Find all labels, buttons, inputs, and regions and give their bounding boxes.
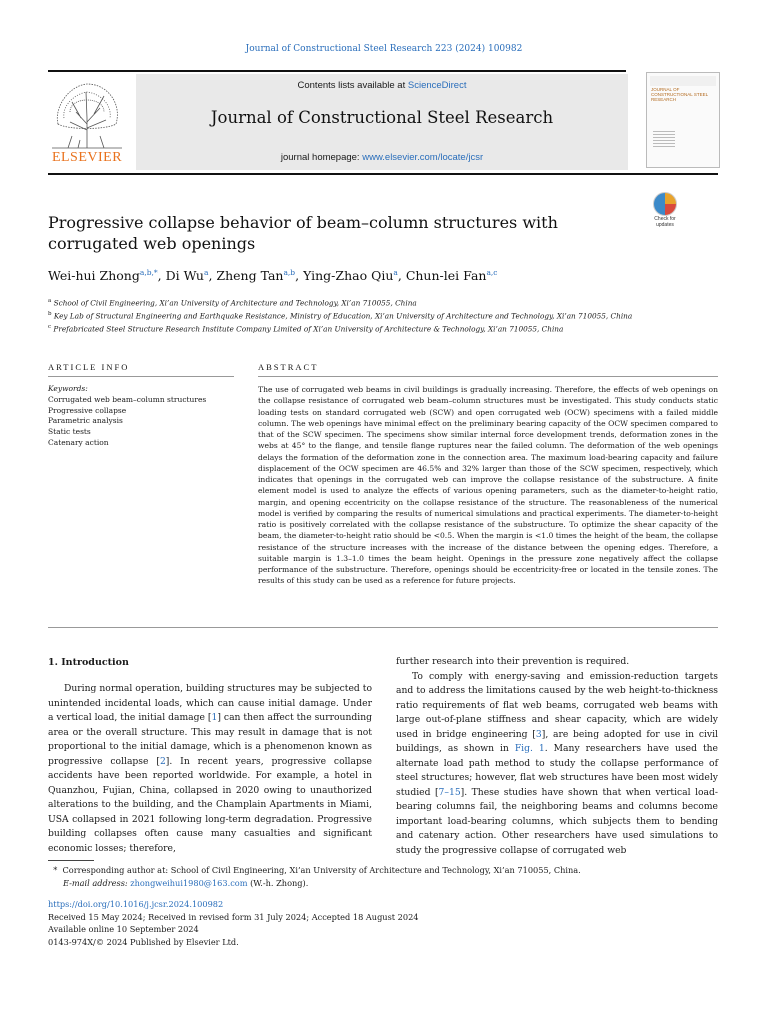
abstract-bottom-rule [48,627,718,628]
running-head[interactable]: Journal of Constructional Steel Research 223 (2024) 100982 [245,44,523,54]
corresponding-line [48,864,708,877]
author-marks[interactable]: a,c [486,268,498,277]
abstract-rule [258,376,718,377]
homepage-prefix: journal homepage: [280,152,363,163]
author-name[interactable]: Zheng Tan [216,268,284,284]
doi-link[interactable]: https://doi.org/10.1016/j.jcsr.2024.100982 [48,899,224,909]
cover-title: JOURNAL OF CONSTRUCTIONAL STEEL RESEARCH [651,87,708,102]
keyword-item[interactable]: Progressive collapse [48,405,127,415]
author-name[interactable]: Wei-hui Zhong [48,268,140,284]
affiliation-mark: a [48,298,52,304]
affiliation-mark: b [48,310,52,317]
affiliation-item [48,322,708,335]
header-bottom-rule [48,173,718,175]
homepage-link[interactable]: www.elsevier.com/locate/jcsr [362,152,484,163]
affiliation-mark: c [48,323,52,330]
email-link[interactable]: zhongweihui1980@163.com [130,878,248,888]
intro-right-column [396,655,718,858]
article-title: Progressive collapse behavior of beam–column structures with corrugated web openings [48,213,558,253]
keywords-label: Keywords: [48,384,88,393]
available-online: Available online 10 September 2024 [48,924,199,934]
publication-info [48,898,708,948]
corresponding-text: Corresponding author at: School of Civil Engineering, Xi’an University of Architecture and Technology, Xi’an 710055, China. [62,865,581,875]
intro-paragraph [48,682,372,856]
cover-banner [650,76,716,86]
author-marks[interactable]: a,b,* [139,268,158,277]
text-run: ], are being adopted for use in civil buildings, as shown in [396,728,718,754]
crossmark-icon [653,192,677,216]
journal-homepage [136,152,628,163]
journal-title: Journal of Constructional Steel Research [210,108,554,127]
intro-left-column [48,682,372,856]
elsevier-wordmark: ELSEVIER [51,150,123,165]
contents-prefix: Contents lists available at [297,80,408,91]
cover-editor-lines [653,131,675,147]
author-list: Wei-hui Zhong$^{a,b,*}$, Di Wu$^a$, Zheng Tan$^{a,b}$, Ying-Zhao Qiu$^a$, Chun-lei Fan$^{a,c}$ [48,268,498,284]
email-line [48,877,708,890]
author-marks[interactable]: a [393,268,398,277]
reference-link[interactable]: 1 [211,712,218,723]
author-name[interactable]: Di Wu [165,268,204,284]
figure-link[interactable]: Fig. 1 [514,743,545,754]
footnote-rule [48,860,94,861]
affiliation-text: School of Civil Engineering, Xi’an University of Architecture and Technology, Xi’an 710055, China [53,298,417,308]
reference-link[interactable]: 2 [159,755,166,767]
author-name[interactable]: Ying-Zhao Qiu [303,268,394,284]
keyword-item[interactable]: Corrugated web beam–column structures [48,394,207,404]
text-run: ] can then affect the surrounding area or the overall structure. This may result in damage that is not proportional to the initial damage, which is a phenomenon known as progressive collapse [ [48,712,372,767]
article-info-rule [48,376,234,377]
keyword-item[interactable]: Static tests [48,427,91,437]
affiliation-text: Prefabricated Steel Structure Research Institute Company Limited of Xi’an University of Architecture & Technology, Xi’an 710055, China [53,324,564,334]
email-suffix: (W.-h. Zhong). [247,878,309,888]
article-info-heading: ARTICLE INFO [48,362,130,372]
text-run: ]. In recent years, progressive collapse accidents have been reported worldwide. For example, a hotel in Quanzhou, Fujian, China, collapsed in 2020 owing to unauthorized alterations to the building, and the Champlain Apartments in Miami, USA collapsed in 2021 following long-term degradation. Progressive building collapses often cause many casualties and significant economic losses; therefore, [48,755,372,854]
footnote-mark: * [53,865,58,875]
abstract-text: The use of corrugated web beams in civil buildings is gradually increasing. Therefore, the effects of web openings on the collapse resistance of corrugated web beam–column structures must be investigated. This study conducts static loading tests on standard corrugated web (SCW) and open corrugated web (OCW) specimens with a failed middle column. The web openings have minimal effect on the preliminary bearing capacity of the OCW specimen compared to that of the SCW specimen. The specimens show similar internal force development trends, deformation zones in the webs at 45° to the flange, and tensile flange ruptures near the failed column. The deformation of the web openings delays the formation of the deformation zone in the connection area. The maximum load-bearing capacity and failure displacement of the OCW specimen are 46.5% and 32% larger than those of the SCW specimen, respectively, which indicates that openings in the corrugated web can improve the collapse resistance of the substructure. A finite element model is used to analyze the effects of various opening parameters, such as the diameter-to-height ratio, margin, and opening eccentricity on the collapse resistance of the structure. The reasonableness of the numerical model is verified by comparing the results of numerical simulations and practical experiments. The diameter-to-height ratio is positively correlated with the collapse resistance of the substructure. To optimize the shear capacity of the beam, the diameter-to-height ratio should be <0.5. When the margin is <1.0 times the height of the beam, the collapse resistance of the structure increases with the increase of the distance between the opening edges. Therefore, a suitable margin is 1.3–1.0 times the beam height. Openings in the pressure zone negatively affect the collapse performance of the substructure. Therefore, openings should be eccentricity-free or located in the tensile zones. The results of this study can be used as a reference for future projects. [258,385,718,586]
email-label: E-mail address: [63,878,128,888]
keyword-item[interactable]: Catenary action [48,437,109,447]
affiliation-text: Key Lab of Structural Engineering and Earthquake Resistance, Ministry of Education, Xi’an University of Architecture and Technology, Xi’an 710055, China [53,311,633,321]
copyright-line: 0143-974X/© 2024 Published by Elsevier Ltd. [48,936,239,947]
reference-link[interactable]: 3 [535,728,542,740]
keywords-block [48,384,228,449]
received-dates: Received 15 May 2024; Received in revised form 31 July 2024; Accepted 18 August 2024 [48,911,419,922]
intro-paragraph: further research into their prevention is required. [396,656,630,667]
corresponding-author-footnote [48,864,708,890]
text-run: . Many researchers have used the alternate load path method to study the collapse performance of steel structures; however, flat web structures have been most widely studied [ [396,743,718,798]
text-run: To comply with energy-saving and emission-reduction targets and to address the limitations caused by the web height-to-thickness ratio requirements of flat web beams, corrugated web beams with large out-of-plane stiffness and shear capacity, which are widely used in bridge engineering [ [396,670,718,740]
keyword-item[interactable]: Parametric analysis [48,416,123,426]
author-name[interactable]: Chun-lei Fan [405,268,487,284]
sciencedirect-link[interactable]: ScienceDirect [407,80,467,91]
abstract-heading: ABSTRACT [258,362,319,372]
check-for-updates-label: Check for updates [654,216,676,228]
introduction-heading: 1. Introduction [48,657,129,668]
text-run: ]. These studies have shown that when vertical load-bearing columns fail, the neighboring beams and columns become important load-bearing columns, which subjects them to bending and catenary action. Other researchers have used simulations to study the progressive collapse of corrugated web [396,786,718,856]
contents-line [136,80,628,91]
author-marks[interactable]: a,b [283,268,296,277]
author-marks[interactable]: a [203,268,209,277]
affiliation-item [48,296,708,309]
affiliation-item [48,309,708,322]
journal-cover-thumbnail[interactable] [646,72,720,168]
header-top-rule [48,70,626,72]
affiliations [48,296,708,335]
intro-paragraph [396,670,718,859]
check-for-updates-button[interactable] [648,192,682,232]
reference-link[interactable]: 7–15 [438,786,461,798]
text-run: During normal operation, building structures may be subjected to unintended incidental loads, which can cause initial damage. Under a vertical load, the initial damage [ [48,683,372,723]
